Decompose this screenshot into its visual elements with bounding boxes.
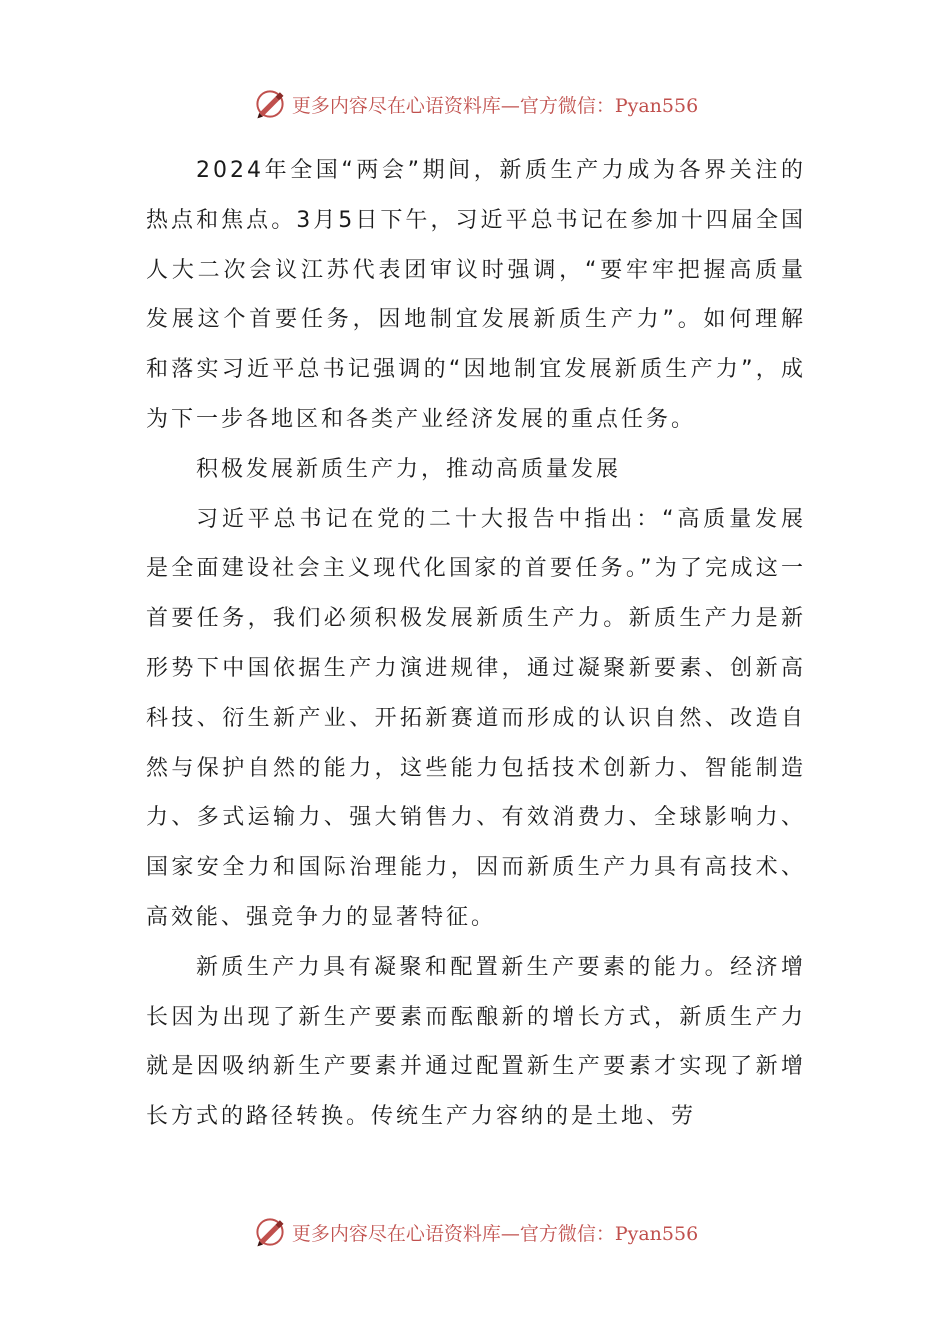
footer-banner-text: 更多内容尽在心语资料库—官方微信：Pyan556 xyxy=(291,1222,699,1245)
document-body xyxy=(146,146,806,1142)
pen-logo-icon xyxy=(252,1214,288,1250)
paragraph-new-factors: 新质生产力具有凝聚和配置新生产要素的能力。经济增长因为出现了新生产要素而酝酿新的增长方式，新质生产力就是因吸纳新生产要素并通过配置新生产要素才实现了新增长方式的路径转换。传统生产力容纳的是土地、劳 xyxy=(146,954,806,1130)
paragraph-intro: 2024年全国“两会”期间，新质生产力成为各界关注的热点和焦点。3月5日下午，习近平总书记在参加十四届全国人大二次会议江苏代表团审议时强调，“要牢牢把握高质量发展这个首要任务，因地制宜发展新质生产力”。如何理解和落实习近平总书记强调的“因地制宜发展新质生产力”，成为下一步各地区和各类产业经济发展的重点任务。 xyxy=(146,158,806,432)
footer-banner xyxy=(0,1212,950,1252)
pen-logo-icon xyxy=(252,86,288,122)
section-heading: 积极发展新质生产力，推动高质量发展 xyxy=(196,456,622,482)
paragraph-report-quote: 习近平总书记在党的二十大报告中指出：“高质量发展是全面建设社会主义现代化国家的首要任务。”为了完成这一首要任务，我们必须积极发展新质生产力。新质生产力是新形势下中国依据生产力演进规律，通过凝聚新要素、创新高科技、衍生新产业、开拓新赛道而形成的认识自然、改造自然与保护自然的能力，这些能力包括技术创新力、智能制造力、多式运输力、强大销售力、有效消费力、全球影响力、国家安全力和国际治理能力，因而新质生产力具有高技术、高效能、强竞争力的显著特征。 xyxy=(146,506,806,930)
header-banner xyxy=(0,84,950,124)
header-banner-text: 更多内容尽在心语资料库—官方微信：Pyan556 xyxy=(291,94,699,117)
